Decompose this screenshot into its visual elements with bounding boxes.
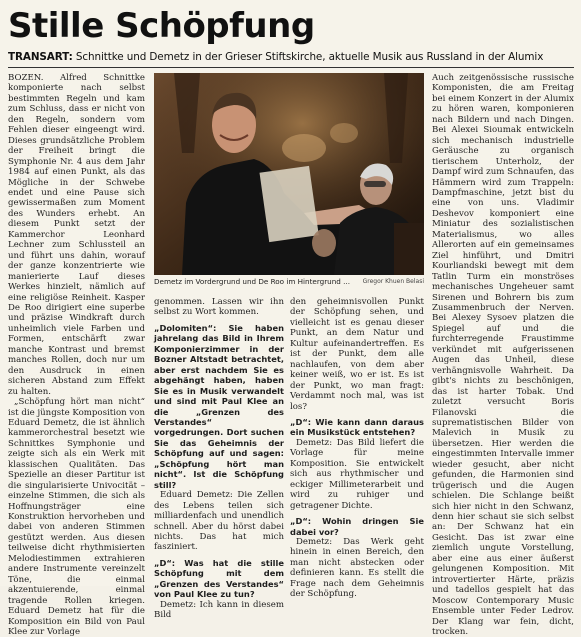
paragraph: Demetz: Das Werk geht hinein in einen Bereich, den man nicht abstecken oder definieren kann. Es stellt die Frage nach dem Geheimnis der Schöpfung. (290, 536, 424, 600)
interview-question: „D“: Wie kann dann daraus ein Musikstück entstehen? (290, 416, 424, 438)
concert-photo-illustration (154, 73, 424, 275)
paragraph: Demetz: Ich kann in diesem Bild (154, 599, 284, 621)
column-3 (290, 297, 424, 600)
photo-credit: Gregor Khuen Belasi (362, 278, 424, 285)
interview-question: „D“: Was hat die stille Schöpfung mit dem „Grenzen des Verstandes“ von Paul Klee zu tun? (154, 557, 284, 600)
subtitle-text: Schnittke und Demetz in der Grieser Stiftskirche, aktuelle Musik aus Russland in der Alumix (72, 51, 544, 63)
paragraph: den geheimnisvollen Punkt der Schöpfung sehen, und vielleicht ist es genau dieser Punkt, an dem Natur und Kultur aufeinandertreffen. Es ist der Punkt, dem alle nachlaufen, von dem aber keiner weiß, wo er ist. Es ist der Punkt, wo man fragt: Verdammt noch mal, was ist los? (290, 297, 424, 412)
article-title: Stille Schöpfung (8, 6, 315, 46)
interview-question: „D“: Wohin dringen Sie dabei vor? (290, 516, 424, 537)
paragraph: genommen. Lassen wir ihn selbst zu Wort kommen. (154, 297, 284, 318)
article-subtitle (8, 51, 574, 63)
caption-text: Demetz im Vordergrund und De Roo im Hintergrund ... (154, 277, 350, 286)
photo-caption (154, 277, 424, 286)
paragraph: BOZEN. Alfred Schnittke komponierte nach selbst bestimmten Regeln und kam zum Schluss, dass er nicht von den Regeln, sondern vom Fehlen dieser eingeengt wird. Dieses grundsätzliche Problem der Freiheit bringt die Symphonie Nr. 4 aus dem Jahr 1984 auf einen Punkt, als das Mögliche in der Schwebe endet und eine Pause sich gewissermaßen zum Moment des Wunders erhebt. An diesem Punkt setzt der Kammerchor Leonhard Lechner zum Schlussteil an und führt uns dahin, worauf der ganze konzentrierte wie manierierte Lauf dieses Werkes hinzielt, nämlich auf eine religiöse Reinheit. Kasper De Roo dirigiert eine superbe und präzise Windkraft durch unheimlich viele Farben und Formen, entschärft zwar manche Kontrast und bremst manches Rollen, doch nur um den Ausdruck in einen sicheren Abstand zum Effekt zu halten. (8, 73, 145, 397)
interview-question: „Dolomiten“: Sie haben jahrelang das Bild in Ihrem Komponierzimmer in der Bozner Altstadt betrachtet, aber erst nachdem Sie es abgehängt haben, haben Sie es in Musik verwandelt und sind mit Paul Klee an die „Grenzen des Verstandes“ vorgedrungen. Dort suchen Sie das Geheimnis der Schöpfung auf und sagen: „Schöpfung hört man nicht“. Ist die Schöpfung still? (154, 322, 284, 490)
paragraph: Eduard Demetz: Die Zellen des Lebens teilen sich milliardenfach und unendlich schnell. Aber du hörst dabei nichts. Das hat mich fasziniert. (154, 490, 284, 553)
column-2 (154, 297, 284, 621)
column-1 (8, 73, 145, 637)
paragraph: „Schöpfung hört man nicht“ ist die jüngste Komposition von Eduard Demetz, die ist ähnlich kammerorchestral besetzt wie Schnittkes Symphonie und zeigte sich als ein Werk mit klassischen Qualitäten. Das Spezielle an dieser Partitur ist die singularisierte Univocität – einzelne Stimmen, die sich als Hoffnungsträger eine Konstruktion hervorheben und dabei von anderen Stimmen gestützt werden. Aus diesen teilweise dicht rhythmisierten Melodiestimmen extrahieren andere Instrumente vereinzelt Töne, die einmal akzentuierende, einmal tragende Rollen kriegen. Eduard Demetz hat für die Komposition ein Bild von Paul Klee zur Vorlage (8, 397, 145, 637)
column-4 (432, 73, 574, 637)
paragraph: Demetz: Das Bild liefert die Vorlage für meine Komposition. Sie entwickelt sich aus rhythmischer und eckiger Millimeterarbeit und wird zu ruhiger und getragener Dichte. (290, 437, 424, 511)
header-divider (8, 67, 574, 68)
subtitle-label: TRANSART: (8, 51, 73, 63)
paragraph: Auch zeitgenössische russische Komponisten, die am Freitag bei einem Konzert in der Alumix zu hören waren, komponieren nach Bildern und nach Dingen. Bei Alexei Sioumak entwickeln sich mechanisch industrielle Geräusche zu organisch tierischem Unterholz, der Dampf wird zum Schnaufen, das Hämmern wird zum Trappeln: Dampfmaschine, jetzt bist du eine von uns. Vladimir Deshevov komponiert eine Miniatur des sozialistischen Materialismus, wo alles Allerorten auf ein gemeinsames Ziel hinführt, und Dmitri Kourliandski bewegt mit dem Tatlin Turm ein monströses mechanisches Ungeheuer samt Sirenen und Bohrern bis zum Zusammenbruch der Nerven. Bei Alexey Sysoev platzen die Spiegel auf und die furchterregende Fraustimme verkündet mit aufgerissenen Augen das Unheil, diese verhängnisvolle Wahrheit. Da gibt's nichts zu beschönigen, das ist harter Tobak. Und zuletzt versucht Boris Filanovski die suprematistischen Bilder von Malevich in Musik zu übersetzen. Hier werden die eingestimmten Intervalle immer wieder gesucht, aber nicht gefunden, die Harmonien sind trügerisch und die Augen schielen. Die Schlange beißt sich hier nicht in den Schwanz, denn hier schaut sie sich selbst an: Der Schwanz hat ein Gesicht. Das ist zwar eine ziemlich ungute Vorstellung, aber eine aus einer äußerst gelungenen Komposition. Mit introvertierter Härte, präzis und tadellos gespielt hat das Moscow Contemporary Music Ensemble unter Feder Ledrov. Der Klang war fein, dicht, trocken. (432, 73, 574, 637)
concert-photo (154, 73, 424, 275)
